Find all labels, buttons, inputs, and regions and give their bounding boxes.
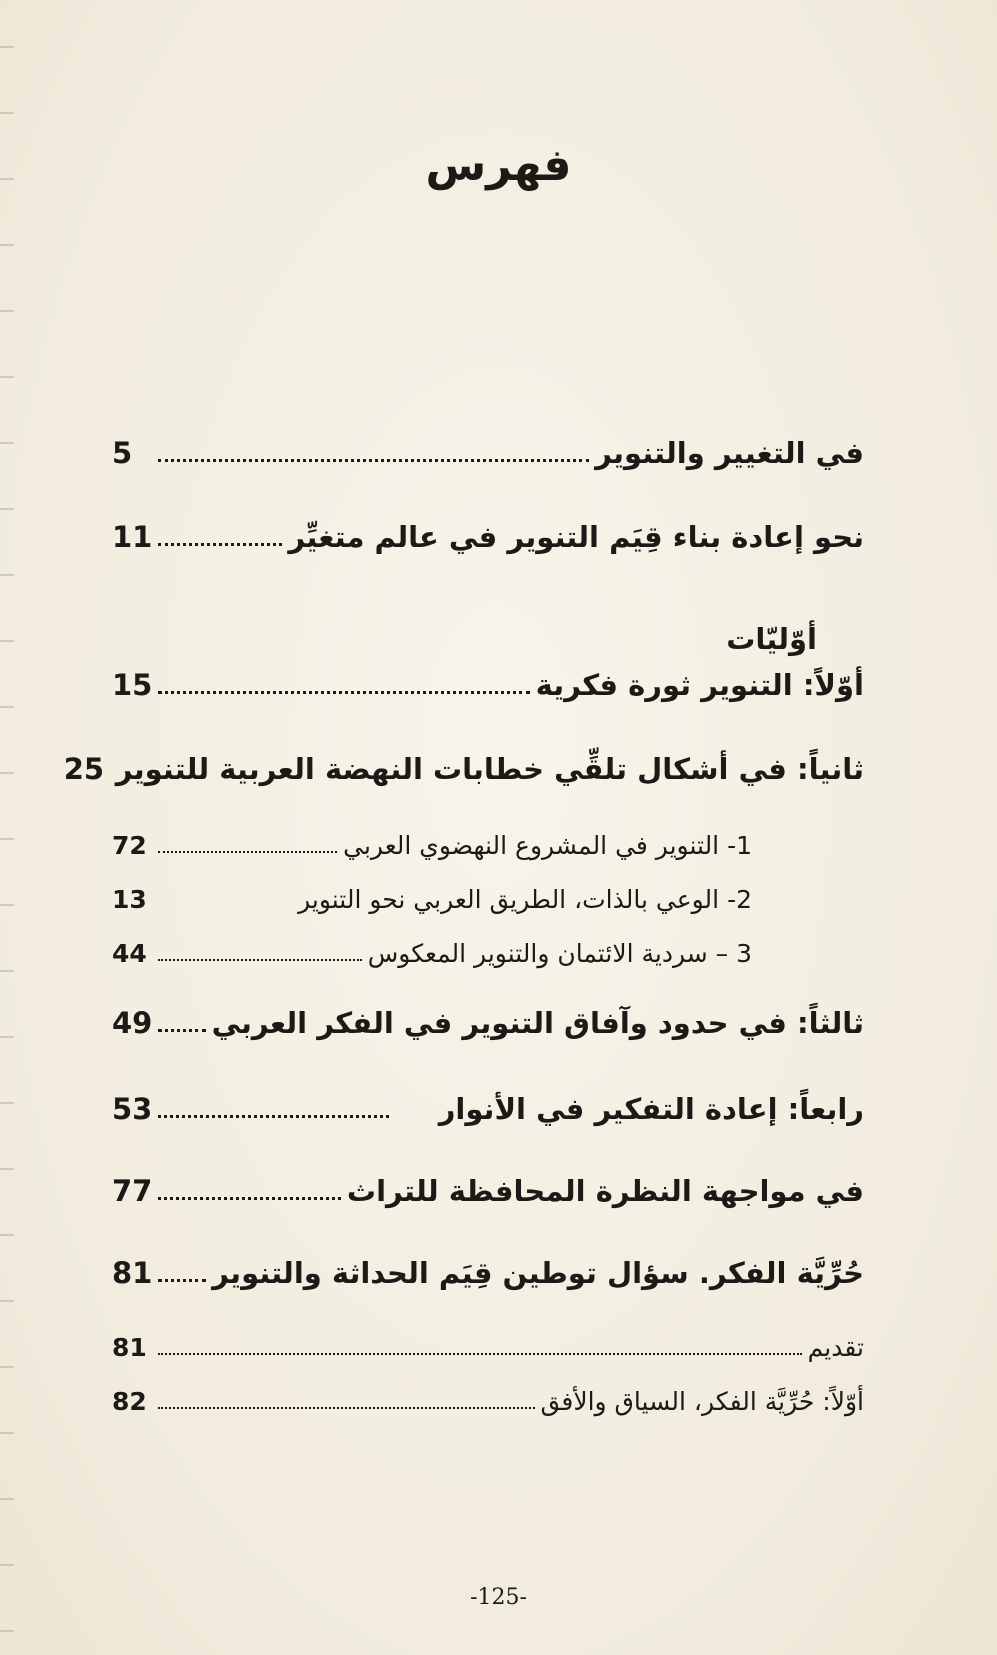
dot-leader (158, 1115, 388, 1118)
toc-entry-text: 3 – سردية الائتمان والتنوير المعكوس (367, 939, 752, 968)
dot-leader (158, 543, 282, 546)
toc-page-number: 44 (112, 939, 147, 968)
toc-subentry (112, 820, 752, 860)
toc-entry (112, 424, 864, 470)
toc-entry-text: حُرِّيَّة الفكر. سؤال توطين قِيَم الحداثة والتنوير (212, 1256, 864, 1290)
toc-page-number: 5 (112, 436, 133, 470)
dot-leader (158, 1029, 205, 1032)
dot-leader (158, 1407, 535, 1409)
dot-leader (158, 959, 362, 961)
toc-page-number: 25 (63, 752, 105, 786)
toc-entry-text: في التغيير والتنوير (595, 436, 864, 470)
toc-subentry (112, 1322, 864, 1362)
page-title: فهرس (425, 140, 572, 191)
dot-leader (158, 1353, 802, 1355)
dot-leader (158, 905, 292, 907)
toc-entry-text: 1- التنوير في المشروع النهضوي العربي (343, 831, 752, 860)
toc-page-number: 81 (112, 1333, 147, 1362)
dot-leader (158, 1197, 341, 1200)
toc-page-number: 15 (112, 668, 153, 702)
toc-page-number: 72 (112, 831, 147, 860)
toc-page-number: 11 (112, 520, 153, 554)
toc-entry-text: ثانياً: في أشكال تلقِّي خطابات النهضة العربية للتنوير (115, 752, 864, 786)
toc-entry-text: ثالثاً: في حدود وآفاق التنوير في الفكر العربي (211, 1006, 864, 1040)
dot-leader (158, 851, 337, 853)
toc-entry-text: تقديم (807, 1333, 864, 1362)
binding-edge (0, 0, 14, 1655)
dot-leader (158, 691, 529, 694)
toc-subentry (112, 874, 752, 914)
toc-entry (112, 656, 864, 702)
toc-entry-text: نحو إعادة بناء قِيَم التنوير في عالم متغيِّر (288, 520, 864, 554)
toc-subentry (112, 1376, 864, 1416)
dot-leader (158, 1279, 206, 1282)
toc-page-number: 81 (112, 1256, 153, 1290)
toc-entry-text: 2- الوعي بالذات، الطريق العربي نحو التنوير (298, 885, 752, 914)
toc-entry (112, 508, 864, 554)
toc-page-number: 82 (112, 1387, 147, 1416)
toc-entry (112, 1080, 864, 1126)
toc-entry-text: أوّلاً: حُرِّيَّة الفكر، السياق والأفق (540, 1387, 864, 1416)
section-heading: أوّليّات (726, 622, 817, 656)
toc-page-number: 53 (112, 1092, 153, 1126)
toc-entry (112, 1162, 864, 1208)
toc-entry (112, 994, 864, 1040)
toc-entry-text: أوّلاً: التنوير ثورة فكرية (535, 668, 864, 702)
toc-entry (112, 1244, 864, 1290)
toc-entry (63, 740, 864, 786)
toc-page-number: 77 (112, 1174, 153, 1208)
toc-page-number: 13 (112, 885, 147, 914)
toc-entry-text: في مواجهة النظرة المحافظة للتراث (346, 1174, 864, 1208)
toc-entry-text: رابعاً: إعادة التفكير في الأنوار (438, 1092, 864, 1126)
page-number-footer: -125- (470, 1585, 527, 1610)
toc-subentry (112, 928, 752, 968)
dot-leader (158, 459, 589, 462)
toc-page-number: 49 (112, 1006, 153, 1040)
